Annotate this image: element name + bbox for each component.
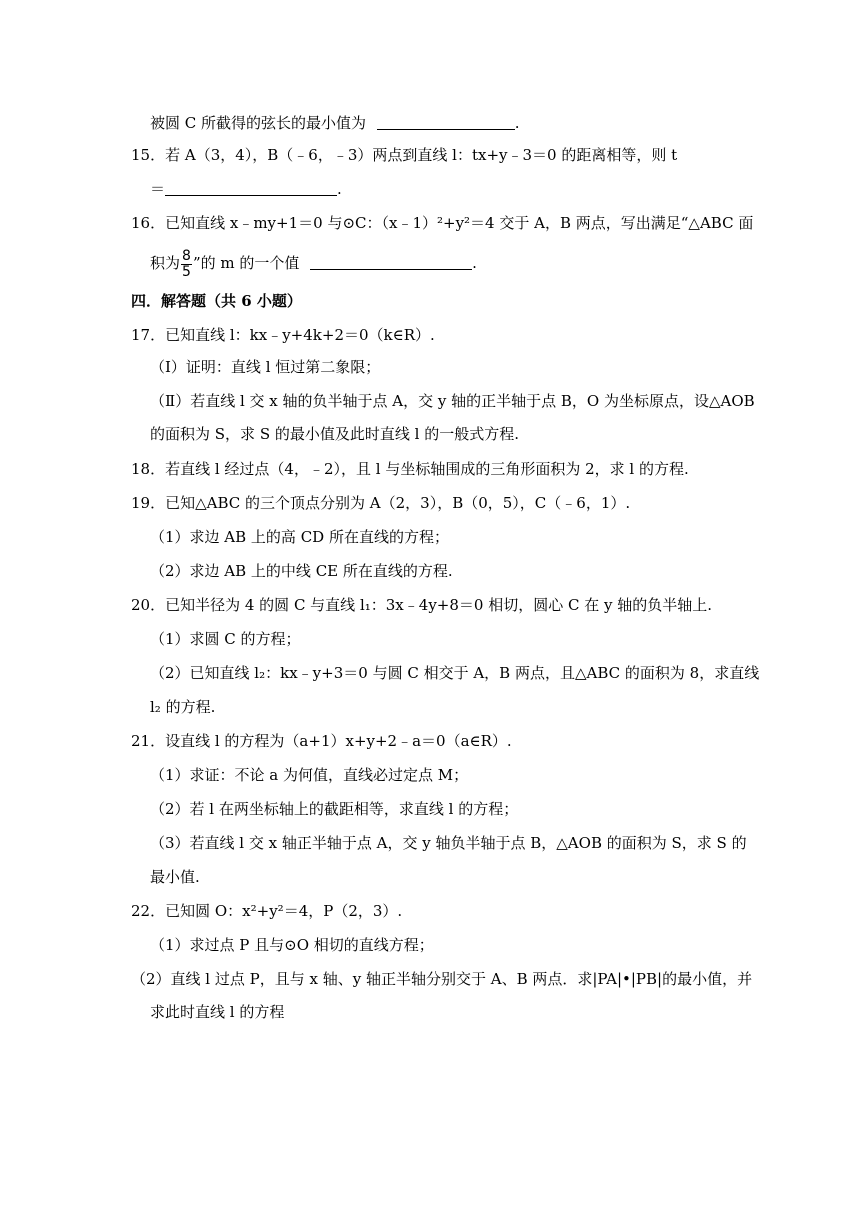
q20-part-2: （2）已知直线 l₂：kx﹣y+3＝0 与圆 C 相交于 A，B 两点，且△ABC 的面积为 8，求直线	[150, 664, 760, 682]
fraction-numerator: 8	[182, 247, 191, 264]
q18-stem	[131, 458, 689, 480]
q16-text-b: ”的 m 的一个值	[192, 254, 300, 272]
q15-text: 若 A（3，4），B（﹣6，﹣3）两点到直线 l：tx+y﹣3＝0 的距离相等，则 t	[165, 146, 678, 164]
q16-text-a: 积为	[150, 254, 181, 272]
q20-part-1: （1）求圆 C 的方程；	[150, 630, 301, 648]
q22-stem	[131, 900, 402, 922]
q19-part-1: （1）求边 AB 上的高 CD 所在直线的方程；	[150, 528, 449, 546]
q16-end: .	[472, 254, 477, 272]
section-heading: 四．解答题（共 6 小题）	[131, 292, 302, 310]
q22-part-2-cont: 求此时直线 l 的方程	[150, 1003, 285, 1021]
q14-end: .	[514, 114, 520, 132]
q20-stem	[131, 594, 712, 616]
q22-part-1: （1）求过点 P 且与⊙O 相切的直线方程；	[150, 936, 434, 954]
q19-stem	[131, 492, 630, 514]
q19-text: 已知△ABC 的三个顶点分别为 A（2，3），B（0，5），C（﹣6，1）.	[165, 494, 631, 512]
q14-tail-line	[150, 112, 520, 134]
q15-equals: ＝	[150, 180, 166, 198]
q17-text: 已知直线 l：kx﹣y+4k+2＝0（k∈R）.	[165, 326, 435, 344]
q19-part-2: （2）求边 AB 上的中线 CE 所在直线的方程.	[150, 562, 453, 580]
q15-end: .	[337, 180, 342, 198]
q17-part-2-cont: 的面积为 S，求 S 的最小值及此时直线 l 的一般式方程.	[150, 425, 519, 443]
q16-text: 已知直线 x﹣my+1＝0 与⊙C：（x﹣1）²+y²＝4 交于 A，B 两点，写出满足“△ABC 面	[165, 214, 754, 232]
q22-number: 22．	[131, 902, 166, 920]
q16-line-1	[131, 212, 753, 234]
fraction-denominator: 5	[182, 263, 191, 280]
q16-line-2	[150, 246, 477, 280]
answer-blank	[377, 113, 515, 130]
q15-line-1	[131, 144, 677, 166]
answer-blank	[310, 253, 472, 270]
q21-part-2: （2）若 l 在两坐标轴上的截距相等，求直线 l 的方程；	[150, 800, 519, 818]
q18-number: 18．	[131, 460, 166, 478]
fraction	[181, 249, 192, 280]
answer-blank	[165, 179, 337, 196]
q21-text: 设直线 l 的方程为（a+1）x+y+2﹣a＝0（a∈R）.	[165, 732, 512, 750]
q20-text: 已知半径为 4 的圆 C 与直线 l₁：3x﹣4y+8＝0 相切，圆心 C 在 y 轴的负半轴上.	[165, 596, 713, 614]
q17-part-2: （Ⅱ）若直线 l 交 x 轴的负半轴于点 A，交 y 轴的正半轴于点 B，O 为坐标原点，设△AOB	[150, 392, 755, 410]
q22-text: 已知圆 O：x²+y²＝4，P（2，3）.	[165, 902, 403, 920]
q15-line-2	[150, 178, 342, 200]
q21-part-3: （3）若直线 l 交 x 轴正半轴于点 A，交 y 轴负半轴于点 B，△AOB 的面积为 S，求 S 的	[150, 834, 747, 852]
q22-part-2: （2）直线 l 过点 P，且与 x 轴、y 轴正半轴分别交于 A、B 两点．求|PA|•|PB|的最小值，并	[131, 970, 753, 988]
q20-part-2-cont: l₂ 的方程.	[150, 698, 216, 716]
q16-number: 16．	[131, 214, 166, 232]
q14-tail-text: 被圆 C 所截得的弦长的最小值为	[150, 114, 367, 132]
q17-part-1: （Ⅰ）证明：直线 l 恒过第二象限；	[150, 358, 381, 376]
q21-part-3-cont: 最小值.	[150, 868, 200, 886]
q17-number: 17．	[131, 326, 166, 344]
q21-part-1: （1）求证：不论 a 为何值，直线必过定点 M；	[150, 766, 469, 784]
q20-number: 20．	[131, 596, 166, 614]
q19-number: 19．	[131, 494, 166, 512]
q18-text: 若直线 l 经过点（4，﹣2），且 l 与坐标轴围成的三角形面积为 2，求 l 的方程.	[165, 460, 689, 478]
q17-stem	[131, 324, 435, 346]
q21-number: 21．	[131, 732, 166, 750]
q15-number: 15．	[131, 146, 166, 164]
q21-stem	[131, 730, 512, 752]
